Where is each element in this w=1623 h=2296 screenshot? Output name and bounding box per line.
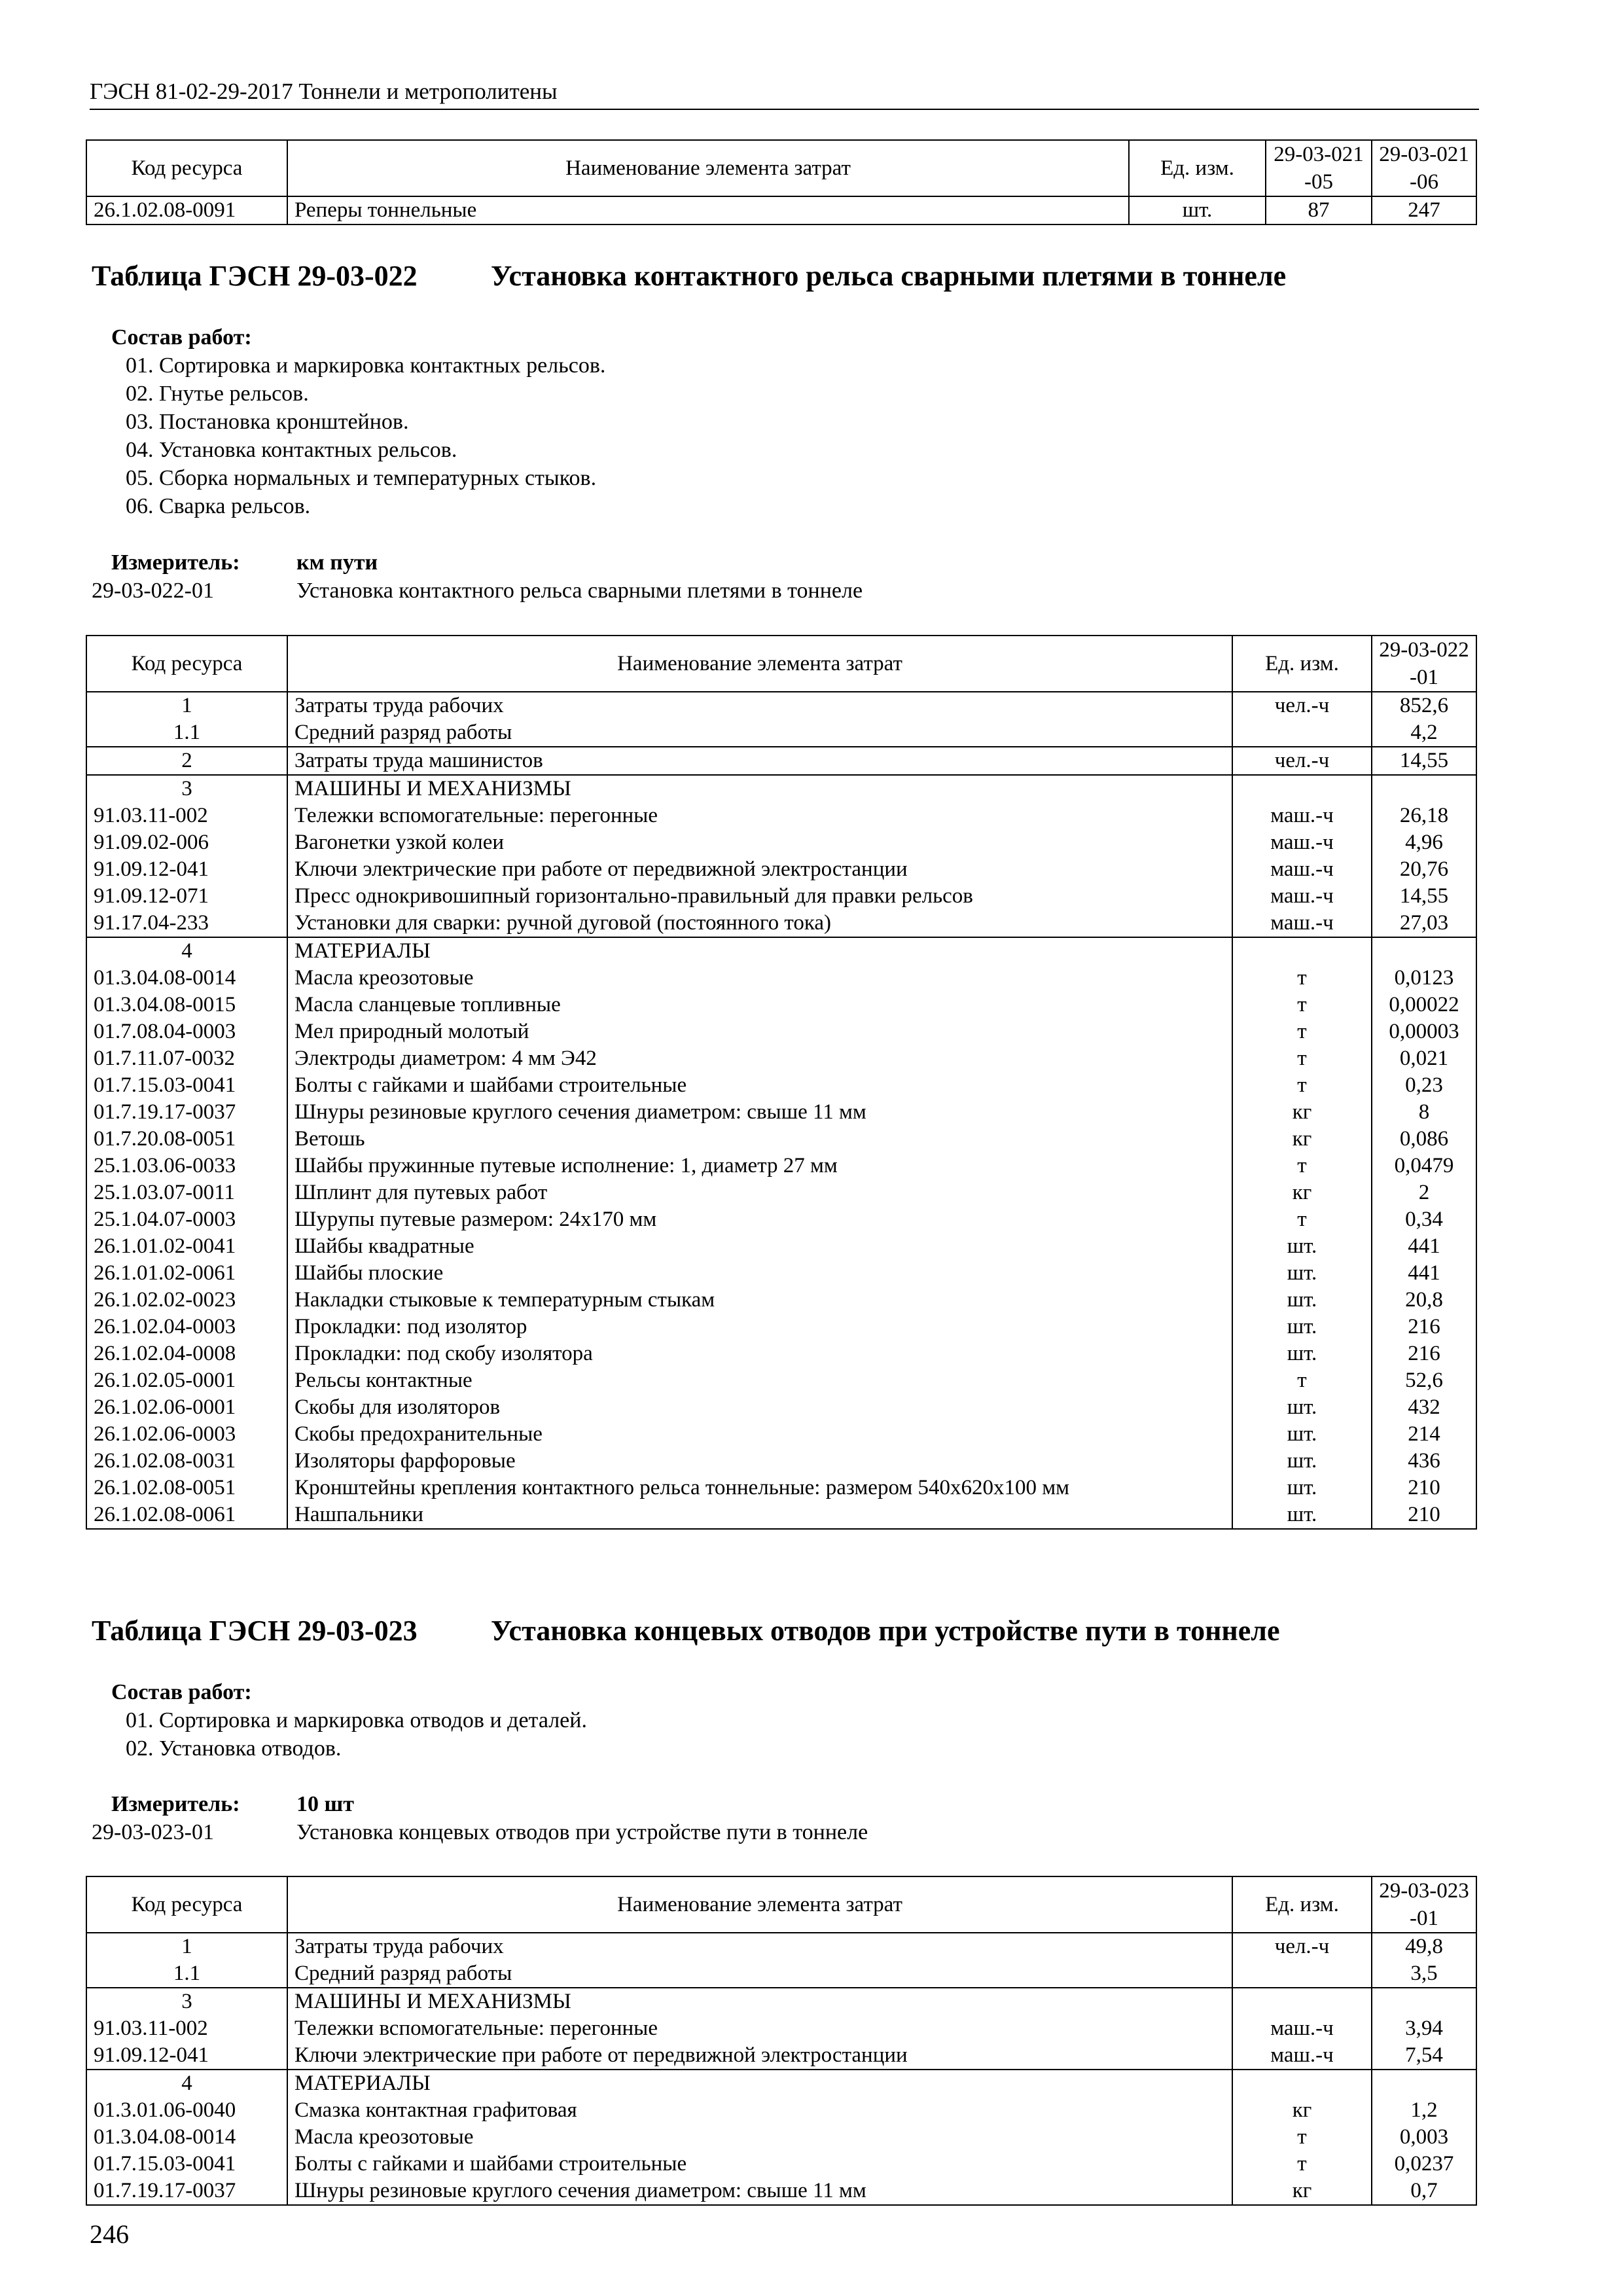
table-row <box>86 2124 1476 2151</box>
norm-description: Установка концевых отводов при устройстве пути в тоннеле <box>296 1820 868 1844</box>
cell-value: 0,00022 <box>1372 992 1476 1018</box>
cell-value: 3,5 <box>1372 1960 1476 1988</box>
cell-code: 01.7.20.08-0051 <box>86 1126 287 1153</box>
table-row <box>86 883 1476 910</box>
cell-value: 27,03 <box>1372 910 1476 937</box>
col-header-unit: Ед. изм. <box>1129 140 1266 196</box>
table-row <box>86 1126 1476 1153</box>
cell-unit: шт. <box>1232 1421 1372 1448</box>
composition-item: 03. Постановка кронштейнов. <box>126 410 409 434</box>
col-header-unit: Ед. изм. <box>1232 1876 1372 1933</box>
table-022-title <box>92 258 1286 295</box>
table-row <box>86 2151 1476 2178</box>
table-row <box>86 1233 1476 1260</box>
cell-code: 01.7.15.03-0041 <box>86 1072 287 1099</box>
cell-name: Затраты труда рабочих <box>287 692 1232 719</box>
cell-value: 87 <box>1266 196 1372 224</box>
cell-name: МАТЕРИАЛЫ <box>287 2070 1232 2097</box>
cell-value: 441 <box>1372 1260 1476 1287</box>
cell-unit: кг <box>1232 1126 1372 1153</box>
norm-code: 29-03-023-01 <box>92 1820 214 1844</box>
col-header-code: Код ресурса <box>86 140 287 196</box>
cell-value: 216 <box>1372 1314 1476 1340</box>
table-row <box>86 1933 1476 1960</box>
cell-name: Прокладки: под скобу изолятора <box>287 1340 1232 1367</box>
col-header-name: Наименование элемента затрат <box>287 636 1232 692</box>
col-header-norm: 29-03-021-06 <box>1372 140 1476 196</box>
table-row <box>86 1314 1476 1340</box>
cell-unit: т <box>1232 992 1372 1018</box>
table-row <box>86 1018 1476 1045</box>
cell-code: 2 <box>86 747 287 775</box>
cell-value: 210 <box>1372 1501 1476 1529</box>
table-row <box>86 1988 1476 2015</box>
composition-item: 01. Сортировка и маркировка отводов и деталей. <box>126 1708 587 1732</box>
cell-unit: чел.-ч <box>1232 692 1372 719</box>
cell-name: Скобы предохранительные <box>287 1421 1232 1448</box>
cell-name: Шайбы плоские <box>287 1260 1232 1287</box>
col-header-unit: Ед. изм. <box>1232 636 1372 692</box>
cell-name: Пресс однокривошипный горизонтально-правильный для правки рельсов <box>287 883 1232 910</box>
cell-code: 01.7.19.17-0037 <box>86 2178 287 2205</box>
table-row <box>86 2178 1476 2205</box>
cell-name: Мел природный молотый <box>287 1018 1232 1045</box>
cell-unit: т <box>1232 2124 1372 2151</box>
cell-unit <box>1232 1988 1372 2015</box>
cell-unit: маш.-ч <box>1232 2015 1372 2042</box>
table-row <box>86 1367 1476 1394</box>
cell-name: Накладки стыковые к температурным стыкам <box>287 1287 1232 1314</box>
cell-name: Реперы тоннельные <box>287 196 1129 224</box>
cell-unit: маш.-ч <box>1232 910 1372 937</box>
cell-name: Шурупы путевые размером: 24х170 мм <box>287 1206 1232 1233</box>
running-header: ГЭСН 81-02-29-2017 Тоннели и метрополитены <box>90 77 1479 110</box>
cell-value: 0,003 <box>1372 2124 1476 2151</box>
cell-code: 91.03.11-002 <box>86 802 287 829</box>
cell-name: Скобы для изоляторов <box>287 1394 1232 1421</box>
cell-unit <box>1232 937 1372 965</box>
cell-unit: маш.-ч <box>1232 802 1372 829</box>
cell-name: Электроды диаметром: 4 мм Э42 <box>287 1045 1232 1072</box>
norm-code: 29-03-022-01 <box>92 579 214 603</box>
cell-unit <box>1232 2070 1372 2097</box>
cell-value: 210 <box>1372 1475 1476 1501</box>
cell-unit: т <box>1232 1206 1372 1233</box>
table-row <box>86 1340 1476 1367</box>
cell-code: 25.1.03.07-0011 <box>86 1179 287 1206</box>
cell-name: Смазка контактная графитовая <box>287 2097 1232 2124</box>
cell-code: 26.1.02.06-0003 <box>86 1421 287 1448</box>
cell-unit <box>1232 1960 1372 1988</box>
cell-name: Масла креозотовые <box>287 965 1232 992</box>
cell-unit: шт. <box>1232 1475 1372 1501</box>
cell-unit: маш.-ч <box>1232 2042 1372 2070</box>
cell-value: 7,54 <box>1372 2042 1476 2070</box>
cell-code: 01.7.08.04-0003 <box>86 1018 287 1045</box>
meter-value: км пути <box>296 550 378 575</box>
meter-023 <box>92 1790 868 1846</box>
cell-unit: шт. <box>1232 1340 1372 1367</box>
cell-code: 26.1.01.02-0041 <box>86 1233 287 1260</box>
cell-value: 4,96 <box>1372 829 1476 856</box>
cell-unit: т <box>1232 1153 1372 1179</box>
col-header-name: Наименование элемента затрат <box>287 140 1129 196</box>
cell-code: 26.1.02.04-0008 <box>86 1340 287 1367</box>
cell-name: МАТЕРИАЛЫ <box>287 937 1232 965</box>
cell-value: 852,6 <box>1372 692 1476 719</box>
table-row <box>86 1045 1476 1072</box>
cell-code: 91.09.12-071 <box>86 883 287 910</box>
composition-item: 01. Сортировка и маркировка контактных рельсов. <box>126 353 606 378</box>
table-row <box>86 802 1476 829</box>
cell-value: 216 <box>1372 1340 1476 1367</box>
table-023-title <box>92 1613 1280 1649</box>
cell-unit: кг <box>1232 2097 1372 2124</box>
cell-code: 01.3.01.06-0040 <box>86 2097 287 2124</box>
composition-label: Состав работ: <box>111 1680 252 1704</box>
cell-name: Тележки вспомогательные: перегонные <box>287 2015 1232 2042</box>
cell-code: 26.1.02.08-0031 <box>86 1448 287 1475</box>
cell-value: 20,76 <box>1372 856 1476 883</box>
cell-name: МАШИНЫ И МЕХАНИЗМЫ <box>287 775 1232 802</box>
table-row <box>86 856 1476 883</box>
cell-code: 01.3.04.08-0014 <box>86 965 287 992</box>
col-header-norm: 29-03-022-01 <box>1372 636 1476 692</box>
cell-value: 14,55 <box>1372 883 1476 910</box>
cell-value: 0,0237 <box>1372 2151 1476 2178</box>
col-header-name: Наименование элемента затрат <box>287 1876 1232 1933</box>
cell-unit: шт. <box>1232 1501 1372 1529</box>
cell-name: Затраты труда рабочих <box>287 1933 1232 1960</box>
cell-unit: шт. <box>1232 1287 1372 1314</box>
table-row <box>86 965 1476 992</box>
cell-code: 26.1.02.05-0001 <box>86 1367 287 1394</box>
cell-name: Болты с гайками и шайбами строительные <box>287 1072 1232 1099</box>
cell-code: 01.3.04.08-0015 <box>86 992 287 1018</box>
cell-code: 91.03.11-002 <box>86 2015 287 2042</box>
cell-value: 0,0479 <box>1372 1153 1476 1179</box>
cell-name: Рельсы контактные <box>287 1367 1232 1394</box>
meter-value: 10 шт <box>296 1792 354 1816</box>
composition-item: 06. Сварка рельсов. <box>126 494 311 518</box>
table-row <box>86 1475 1476 1501</box>
cell-unit: маш.-ч <box>1232 856 1372 883</box>
cell-code: 26.1.02.08-0091 <box>86 196 287 224</box>
cell-unit: шт. <box>1232 1260 1372 1287</box>
cell-unit: шт. <box>1232 1448 1372 1475</box>
cell-name: Болты с гайками и шайбами строительные <box>287 2151 1232 2178</box>
table-row <box>86 2015 1476 2042</box>
cell-value: 0,7 <box>1372 2178 1476 2205</box>
table-row <box>86 1960 1476 1988</box>
table-row <box>86 1394 1476 1421</box>
cell-value: 3,94 <box>1372 2015 1476 2042</box>
cell-name: Затраты труда машинистов <box>287 747 1232 775</box>
cell-unit: маш.-ч <box>1232 883 1372 910</box>
cell-code: 1 <box>86 692 287 719</box>
cell-value: 1,2 <box>1372 2097 1476 2124</box>
col-header-norm: 29-03-023-01 <box>1372 1876 1476 1933</box>
cell-name: Ветошь <box>287 1126 1232 1153</box>
meter-label: Измеритель: <box>111 1792 240 1816</box>
cell-unit: шт. <box>1232 1394 1372 1421</box>
col-header-code: Код ресурса <box>86 1876 287 1933</box>
table-row <box>86 1287 1476 1314</box>
cell-value: 4,2 <box>1372 719 1476 747</box>
cell-code: 1.1 <box>86 719 287 747</box>
cell-code: 4 <box>86 2070 287 2097</box>
cell-unit: кг <box>1232 1179 1372 1206</box>
table-name: Установка контактного рельса сварными плетями в тоннеле <box>491 260 1287 292</box>
norm-description: Установка контактного рельса сварными плетями в тоннеле <box>296 579 863 603</box>
cell-code: 01.7.15.03-0041 <box>86 2151 287 2178</box>
cell-value <box>1372 937 1476 965</box>
cell-name: Установки для сварки: ручной дуговой (постоянного тока) <box>287 910 1232 937</box>
cell-value: 436 <box>1372 1448 1476 1475</box>
cell-value: 441 <box>1372 1233 1476 1260</box>
cell-unit <box>1232 719 1372 747</box>
cell-code: 26.1.02.08-0051 <box>86 1475 287 1501</box>
cell-value: 432 <box>1372 1394 1476 1421</box>
cell-value <box>1372 2070 1476 2097</box>
cell-code: 1 <box>86 1933 287 1960</box>
cell-unit: т <box>1232 1045 1372 1072</box>
cell-unit: маш.-ч <box>1232 829 1372 856</box>
cell-value: 8 <box>1372 1099 1476 1126</box>
table-name: Установка концевых отводов при устройстве пути в тоннеле <box>491 1615 1280 1647</box>
cell-code: 25.1.03.06-0033 <box>86 1153 287 1179</box>
table-row <box>86 1260 1476 1287</box>
cell-code: 01.3.04.08-0014 <box>86 2124 287 2151</box>
table-row <box>86 1421 1476 1448</box>
cell-value: 52,6 <box>1372 1367 1476 1394</box>
cell-value: 0,00003 <box>1372 1018 1476 1045</box>
cell-name: Средний разряд работы <box>287 1960 1232 1988</box>
cell-value: 0,23 <box>1372 1072 1476 1099</box>
table-row <box>86 1501 1476 1529</box>
cell-value: 2 <box>1372 1179 1476 1206</box>
cell-code: 1.1 <box>86 1960 287 1988</box>
cell-value: 0,34 <box>1372 1206 1476 1233</box>
table-row <box>86 1179 1476 1206</box>
cell-value: 49,8 <box>1372 1933 1476 1960</box>
cell-code: 91.09.02-006 <box>86 829 287 856</box>
table-row <box>86 1099 1476 1126</box>
cell-name: Изоляторы фарфоровые <box>287 1448 1232 1475</box>
cell-code: 26.1.02.08-0061 <box>86 1501 287 1529</box>
cell-name: Масла креозотовые <box>287 2124 1232 2151</box>
cell-name: Шплинт для путевых работ <box>287 1179 1232 1206</box>
meter-label: Измеритель: <box>111 550 240 575</box>
table-row <box>86 1072 1476 1099</box>
cell-code: 25.1.04.07-0003 <box>86 1206 287 1233</box>
cell-code: 26.1.02.04-0003 <box>86 1314 287 1340</box>
table-row <box>86 2042 1476 2070</box>
cell-code: 26.1.01.02-0061 <box>86 1260 287 1287</box>
cell-unit: т <box>1232 1367 1372 1394</box>
cell-name: Нашпальники <box>287 1501 1232 1529</box>
table-row <box>86 719 1476 747</box>
cell-unit: т <box>1232 2151 1372 2178</box>
table-row <box>86 1448 1476 1475</box>
cell-value: 0,0123 <box>1372 965 1476 992</box>
table-row <box>86 937 1476 965</box>
table-row <box>86 1206 1476 1233</box>
cell-unit: кг <box>1232 2178 1372 2205</box>
cell-name: Шнуры резиновые круглого сечения диаметром: свыше 11 мм <box>287 1099 1232 1126</box>
composition-item: 02. Установка отводов. <box>126 1736 342 1761</box>
cell-value: 26,18 <box>1372 802 1476 829</box>
cell-name: Кронштейны крепления контактного рельса тоннельные: размером 540х620х100 мм <box>287 1475 1232 1501</box>
table-row <box>86 910 1476 937</box>
cell-unit: чел.-ч <box>1232 1933 1372 1960</box>
cell-code: 3 <box>86 1988 287 2015</box>
cell-code: 4 <box>86 937 287 965</box>
table-row <box>86 2097 1476 2124</box>
cell-value: 0,021 <box>1372 1045 1476 1072</box>
table-row <box>86 829 1476 856</box>
cell-code: 01.7.19.17-0037 <box>86 1099 287 1126</box>
composition-item: 05. Сборка нормальных и температурных стыков. <box>126 466 597 490</box>
table-row <box>86 992 1476 1018</box>
cell-code: 26.1.02.02-0023 <box>86 1287 287 1314</box>
table-row <box>86 747 1476 775</box>
resource-table-022 <box>86 635 1477 1530</box>
cell-unit: т <box>1232 1018 1372 1045</box>
cell-code: 91.17.04-233 <box>86 910 287 937</box>
cell-name: Шайбы квадратные <box>287 1233 1232 1260</box>
page-number: 246 <box>90 2219 129 2249</box>
cell-unit: т <box>1232 965 1372 992</box>
cell-unit <box>1232 775 1372 802</box>
cell-unit: кг <box>1232 1099 1372 1126</box>
cell-value: 247 <box>1372 196 1476 224</box>
cell-value: 20,8 <box>1372 1287 1476 1314</box>
table-row <box>86 2070 1476 2097</box>
table-row <box>86 775 1476 802</box>
cell-code: 26.1.02.06-0001 <box>86 1394 287 1421</box>
cell-name: Вагонетки узкой колеи <box>287 829 1232 856</box>
cell-name: Ключи электрические при работе от передвижной электростанции <box>287 856 1232 883</box>
cell-value: 214 <box>1372 1421 1476 1448</box>
cell-unit: чел.-ч <box>1232 747 1372 775</box>
cell-unit: т <box>1232 1072 1372 1099</box>
cell-name: Шнуры резиновые круглого сечения диаметром: свыше 11 мм <box>287 2178 1232 2205</box>
cell-name: Шайбы пружинные путевые исполнение: 1, диаметр 27 мм <box>287 1153 1232 1179</box>
top-table <box>86 139 1477 225</box>
col-header-code: Код ресурса <box>86 636 287 692</box>
cell-name: Ключи электрические при работе от передвижной электростанции <box>287 2042 1232 2070</box>
table-row <box>86 196 1476 224</box>
cell-name: МАШИНЫ И МЕХАНИЗМЫ <box>287 1988 1232 2015</box>
cell-code: 91.09.12-041 <box>86 856 287 883</box>
table-number: Таблица ГЭСН 29-03-022 <box>92 260 418 292</box>
composition-label: Состав работ: <box>111 325 252 350</box>
cell-name: Тележки вспомогательные: перегонные <box>287 802 1232 829</box>
cell-name: Прокладки: под изолятор <box>287 1314 1232 1340</box>
cell-unit: шт. <box>1232 1233 1372 1260</box>
cell-name: Масла сланцевые топливные <box>287 992 1232 1018</box>
cell-value: 0,086 <box>1372 1126 1476 1153</box>
col-header-norm: 29-03-021-05 <box>1266 140 1372 196</box>
cell-name: Средний разряд работы <box>287 719 1232 747</box>
cell-value: 14,55 <box>1372 747 1476 775</box>
composition-023 <box>111 1678 587 1763</box>
cell-unit: шт. <box>1232 1314 1372 1340</box>
cell-code: 91.09.12-041 <box>86 2042 287 2070</box>
meter-022 <box>92 548 863 605</box>
table-row <box>86 1153 1476 1179</box>
resource-table-023 <box>86 1876 1477 2206</box>
cell-value <box>1372 1988 1476 2015</box>
cell-code: 3 <box>86 775 287 802</box>
composition-item: 04. Установка контактных рельсов. <box>126 438 457 462</box>
composition-item: 02. Гнутье рельсов. <box>126 382 309 406</box>
cell-unit: шт. <box>1129 196 1266 224</box>
table-row <box>86 692 1476 719</box>
cell-code: 01.7.11.07-0032 <box>86 1045 287 1072</box>
table-number: Таблица ГЭСН 29-03-023 <box>92 1615 418 1647</box>
cell-value <box>1372 775 1476 802</box>
composition-022 <box>111 323 605 520</box>
